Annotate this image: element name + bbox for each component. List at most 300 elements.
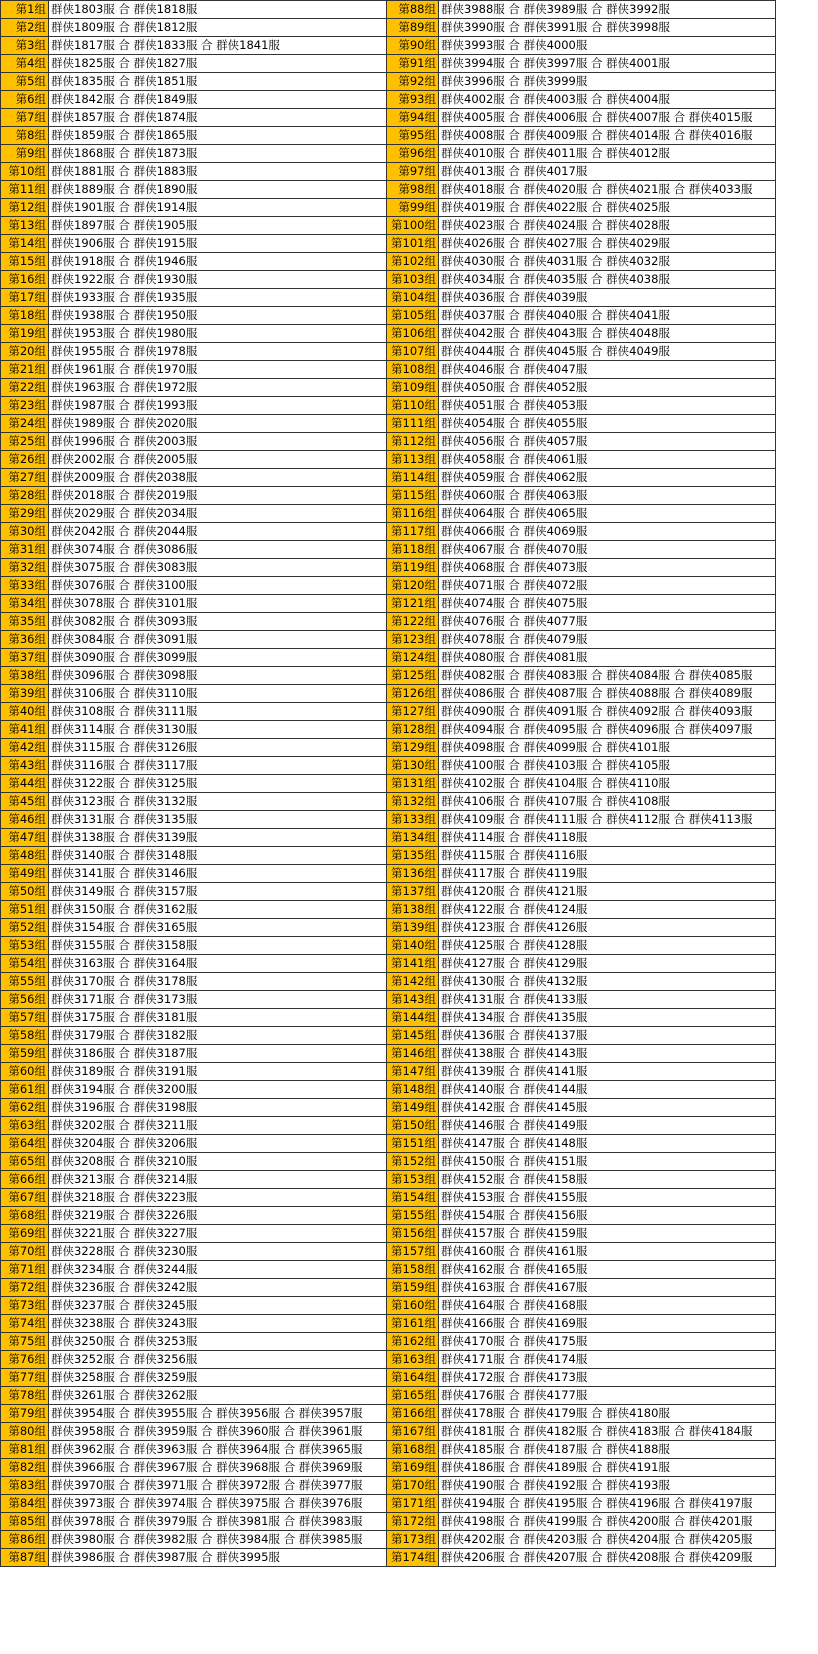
server-list-cell: 群侠4019服 合 群侠4022服 合 群侠4025服 xyxy=(439,199,776,217)
server-list-cell: 群侠3114服 合 群侠3130服 xyxy=(49,721,387,739)
group-number-cell: 第156组 xyxy=(387,1225,439,1243)
group-number-cell: 第43组 xyxy=(1,757,49,775)
group-number-cell: 第114组 xyxy=(387,469,439,487)
group-number-cell: 第23组 xyxy=(1,397,49,415)
group-number-cell: 第104组 xyxy=(387,289,439,307)
server-list-cell: 群侠3116服 合 群侠3117服 xyxy=(49,757,387,775)
server-list-cell: 群侠4109服 合 群侠4111服 合 群侠4112服 合 群侠4113服 xyxy=(439,811,776,829)
server-list-cell: 群侠4181服 合 群侠4182服 合 群侠4183服 合 群侠4184服 xyxy=(439,1423,776,1441)
server-list-cell: 群侠4140服 合 群侠4144服 xyxy=(439,1081,776,1099)
group-number-cell: 第125组 xyxy=(387,667,439,685)
server-list-cell: 群侠4094服 合 群侠4095服 合 群侠4096服 合 群侠4097服 xyxy=(439,721,776,739)
server-list-cell: 群侠1963服 合 群侠1972服 xyxy=(49,379,387,397)
server-list-cell: 群侠3966服 合 群侠3967服 合 群侠3968服 合 群侠3969服 xyxy=(49,1459,387,1477)
server-list-cell: 群侠4071服 合 群侠4072服 xyxy=(439,577,776,595)
group-number-cell: 第77组 xyxy=(1,1369,49,1387)
server-list-cell: 群侠4206服 合 群侠4207服 合 群侠4208服 合 群侠4209服 xyxy=(439,1549,776,1567)
server-list-cell: 群侠4125服 合 群侠4128服 xyxy=(439,937,776,955)
group-number-cell: 第28组 xyxy=(1,487,49,505)
group-number-cell: 第132组 xyxy=(387,793,439,811)
group-number-cell: 第89组 xyxy=(387,19,439,37)
server-list-cell: 群侠3131服 合 群侠3135服 xyxy=(49,811,387,829)
group-number-cell: 第55组 xyxy=(1,973,49,991)
server-list-cell: 群侠3106服 合 群侠3110服 xyxy=(49,685,387,703)
server-list-cell: 群侠4078服 合 群侠4079服 xyxy=(439,631,776,649)
server-list-cell: 群侠1953服 合 群侠1980服 xyxy=(49,325,387,343)
group-number-cell: 第159组 xyxy=(387,1279,439,1297)
server-list-cell: 群侠4054服 合 群侠4055服 xyxy=(439,415,776,433)
group-number-cell: 第109组 xyxy=(387,379,439,397)
group-number-cell: 第135组 xyxy=(387,847,439,865)
group-number-cell: 第153组 xyxy=(387,1171,439,1189)
server-list-cell: 群侠3237服 合 群侠3245服 xyxy=(49,1297,387,1315)
server-list-cell: 群侠4008服 合 群侠4009服 合 群侠4014服 合 群侠4016服 xyxy=(439,127,776,145)
server-list-cell: 群侠4178服 合 群侠4179服 合 群侠4180服 xyxy=(439,1405,776,1423)
group-number-cell: 第3组 xyxy=(1,37,49,55)
group-number-cell: 第102组 xyxy=(387,253,439,271)
group-number-cell: 第50组 xyxy=(1,883,49,901)
group-number-cell: 第161组 xyxy=(387,1315,439,1333)
server-list-cell: 群侠4120服 合 群侠4121服 xyxy=(439,883,776,901)
server-list-cell: 群侠2018服 合 群侠2019服 xyxy=(49,487,387,505)
server-list-cell: 群侠4131服 合 群侠4133服 xyxy=(439,991,776,1009)
group-number-cell: 第112组 xyxy=(387,433,439,451)
server-list-cell: 群侠3993服 合 群侠4000服 xyxy=(439,37,776,55)
group-number-cell: 第148组 xyxy=(387,1081,439,1099)
server-list-cell: 群侠4171服 合 群侠4174服 xyxy=(439,1351,776,1369)
group-number-cell: 第12组 xyxy=(1,199,49,217)
group-number-cell: 第26组 xyxy=(1,451,49,469)
server-list-cell: 群侠3140服 合 群侠3148服 xyxy=(49,847,387,865)
server-list-cell: 群侠4051服 合 群侠4053服 xyxy=(439,397,776,415)
server-list-cell: 群侠4098服 合 群侠4099服 合 群侠4101服 xyxy=(439,739,776,757)
server-list-cell: 群侠3261服 合 群侠3262服 xyxy=(49,1387,387,1405)
server-list-cell: 群侠2029服 合 群侠2034服 xyxy=(49,505,387,523)
group-number-cell: 第40组 xyxy=(1,703,49,721)
group-number-cell: 第78组 xyxy=(1,1387,49,1405)
server-list-cell: 群侠4115服 合 群侠4116服 xyxy=(439,847,776,865)
group-number-cell: 第64组 xyxy=(1,1135,49,1153)
group-number-cell: 第79组 xyxy=(1,1405,49,1423)
group-number-cell: 第149组 xyxy=(387,1099,439,1117)
group-number-cell: 第169组 xyxy=(387,1459,439,1477)
group-number-cell: 第15组 xyxy=(1,253,49,271)
server-list-cell: 群侠2002服 合 群侠2005服 xyxy=(49,451,387,469)
server-list-cell: 群侠1835服 合 群侠1851服 xyxy=(49,73,387,91)
server-list-cell: 群侠4142服 合 群侠4145服 xyxy=(439,1099,776,1117)
server-list-cell: 群侠3078服 合 群侠3101服 xyxy=(49,595,387,613)
group-number-cell: 第117组 xyxy=(387,523,439,541)
server-list-cell: 群侠1803服 合 群侠1818服 xyxy=(49,1,387,19)
server-list-cell: 群侠4050服 合 群侠4052服 xyxy=(439,379,776,397)
group-number-cell: 第7组 xyxy=(1,109,49,127)
group-number-cell: 第115组 xyxy=(387,487,439,505)
group-number-cell: 第147组 xyxy=(387,1063,439,1081)
group-number-cell: 第87组 xyxy=(1,1549,49,1567)
server-list-cell: 群侠4037服 合 群侠4040服 合 群侠4041服 xyxy=(439,307,776,325)
group-number-cell: 第6组 xyxy=(1,91,49,109)
server-list-cell: 群侠3075服 合 群侠3083服 xyxy=(49,559,387,577)
server-list-cell: 群侠4002服 合 群侠4003服 合 群侠4004服 xyxy=(439,91,776,109)
group-number-cell: 第53组 xyxy=(1,937,49,955)
group-number-cell: 第86组 xyxy=(1,1531,49,1549)
server-list-cell: 群侠3996服 合 群侠3999服 xyxy=(439,73,776,91)
group-number-cell: 第152组 xyxy=(387,1153,439,1171)
server-list-cell: 群侠4136服 合 群侠4137服 xyxy=(439,1027,776,1045)
group-number-cell: 第145组 xyxy=(387,1027,439,1045)
server-list-cell: 群侠4160服 合 群侠4161服 xyxy=(439,1243,776,1261)
group-number-cell: 第16组 xyxy=(1,271,49,289)
group-number-cell: 第1组 xyxy=(1,1,49,19)
group-number-cell: 第93组 xyxy=(387,91,439,109)
server-list-cell: 群侠3204服 合 群侠3206服 xyxy=(49,1135,387,1153)
server-list-cell: 群侠1817服 合 群侠1833服 合 群侠1841服 xyxy=(49,37,387,55)
server-list-cell: 群侠4147服 合 群侠4148服 xyxy=(439,1135,776,1153)
group-number-cell: 第11组 xyxy=(1,181,49,199)
server-list-cell: 群侠3218服 合 群侠3223服 xyxy=(49,1189,387,1207)
group-number-cell: 第65组 xyxy=(1,1153,49,1171)
group-number-cell: 第41组 xyxy=(1,721,49,739)
server-list-cell: 群侠4080服 合 群侠4081服 xyxy=(439,649,776,667)
server-list-cell: 群侠4176服 合 群侠4177服 xyxy=(439,1387,776,1405)
server-list-cell: 群侠4152服 合 群侠4158服 xyxy=(439,1171,776,1189)
server-list-cell: 群侠3213服 合 群侠3214服 xyxy=(49,1171,387,1189)
group-number-cell: 第27组 xyxy=(1,469,49,487)
group-number-cell: 第85组 xyxy=(1,1513,49,1531)
server-list-cell: 群侠3154服 合 群侠3165服 xyxy=(49,919,387,937)
server-list-cell: 群侠4059服 合 群侠4062服 xyxy=(439,469,776,487)
server-list-cell: 群侠3962服 合 群侠3963服 合 群侠3964服 合 群侠3965服 xyxy=(49,1441,387,1459)
server-list-cell: 群侠1987服 合 群侠1993服 xyxy=(49,397,387,415)
server-list-cell: 群侠4117服 合 群侠4119服 xyxy=(439,865,776,883)
group-number-cell: 第111组 xyxy=(387,415,439,433)
server-list-cell: 群侠4162服 合 群侠4165服 xyxy=(439,1261,776,1279)
group-number-cell: 第168组 xyxy=(387,1441,439,1459)
group-number-cell: 第39组 xyxy=(1,685,49,703)
group-number-cell: 第72组 xyxy=(1,1279,49,1297)
group-number-cell: 第73组 xyxy=(1,1297,49,1315)
group-number-cell: 第101组 xyxy=(387,235,439,253)
group-number-cell: 第37组 xyxy=(1,649,49,667)
server-list-cell: 群侠4198服 合 群侠4199服 合 群侠4200服 合 群侠4201服 xyxy=(439,1513,776,1531)
server-list-cell: 群侠3990服 合 群侠3991服 合 群侠3998服 xyxy=(439,19,776,37)
group-number-cell: 第155组 xyxy=(387,1207,439,1225)
server-list-cell: 群侠2042服 合 群侠2044服 xyxy=(49,523,387,541)
server-list-cell: 群侠3252服 合 群侠3256服 xyxy=(49,1351,387,1369)
server-list-cell: 群侠3163服 合 群侠3164服 xyxy=(49,955,387,973)
group-number-cell: 第82组 xyxy=(1,1459,49,1477)
server-list-cell: 群侠4018服 合 群侠4020服 合 群侠4021服 合 群侠4033服 xyxy=(439,181,776,199)
group-number-cell: 第9组 xyxy=(1,145,49,163)
server-list-cell: 群侠1825服 合 群侠1827服 xyxy=(49,55,387,73)
server-list-cell: 群侠4066服 合 群侠4069服 xyxy=(439,523,776,541)
server-list-cell: 群侠4114服 合 群侠4118服 xyxy=(439,829,776,847)
group-number-cell: 第142组 xyxy=(387,973,439,991)
server-list-cell: 群侠3978服 合 群侠3979服 合 群侠3981服 合 群侠3983服 xyxy=(49,1513,387,1531)
server-list-cell: 群侠4082服 合 群侠4083服 合 群侠4084服 合 群侠4085服 xyxy=(439,667,776,685)
group-number-cell: 第67组 xyxy=(1,1189,49,1207)
group-number-cell: 第138组 xyxy=(387,901,439,919)
group-number-cell: 第99组 xyxy=(387,199,439,217)
group-number-cell: 第98组 xyxy=(387,181,439,199)
group-number-cell: 第57组 xyxy=(1,1009,49,1027)
group-number-cell: 第10组 xyxy=(1,163,49,181)
group-number-cell: 第33组 xyxy=(1,577,49,595)
group-number-cell: 第69组 xyxy=(1,1225,49,1243)
group-number-cell: 第136组 xyxy=(387,865,439,883)
group-number-cell: 第68组 xyxy=(1,1207,49,1225)
server-list-cell: 群侠4170服 合 群侠4175服 xyxy=(439,1333,776,1351)
group-number-cell: 第105组 xyxy=(387,307,439,325)
group-number-cell: 第80组 xyxy=(1,1423,49,1441)
group-number-cell: 第144组 xyxy=(387,1009,439,1027)
server-list-cell: 群侠4023服 合 群侠4024服 合 群侠4028服 xyxy=(439,217,776,235)
group-number-cell: 第61组 xyxy=(1,1081,49,1099)
group-number-cell: 第150组 xyxy=(387,1117,439,1135)
server-list-cell: 群侠4060服 合 群侠4063服 xyxy=(439,487,776,505)
group-number-cell: 第171组 xyxy=(387,1495,439,1513)
server-list-cell: 群侠4185服 合 群侠4187服 合 群侠4188服 xyxy=(439,1441,776,1459)
group-number-cell: 第60组 xyxy=(1,1063,49,1081)
group-number-cell: 第22组 xyxy=(1,379,49,397)
server-list-cell: 群侠3122服 合 群侠3125服 xyxy=(49,775,387,793)
group-number-cell: 第24组 xyxy=(1,415,49,433)
server-list-cell: 群侠1938服 合 群侠1950服 xyxy=(49,307,387,325)
server-list-cell: 群侠3202服 合 群侠3211服 xyxy=(49,1117,387,1135)
group-number-cell: 第119组 xyxy=(387,559,439,577)
group-number-cell: 第120组 xyxy=(387,577,439,595)
server-list-cell: 群侠4013服 合 群侠4017服 xyxy=(439,163,776,181)
server-list-cell: 群侠4058服 合 群侠4061服 xyxy=(439,451,776,469)
group-number-cell: 第51组 xyxy=(1,901,49,919)
group-number-cell: 第140组 xyxy=(387,937,439,955)
group-number-cell: 第128组 xyxy=(387,721,439,739)
group-number-cell: 第42组 xyxy=(1,739,49,757)
server-list-cell: 群侠3236服 合 群侠3242服 xyxy=(49,1279,387,1297)
server-list-cell: 群侠4157服 合 群侠4159服 xyxy=(439,1225,776,1243)
server-list-cell: 群侠4042服 合 群侠4043服 合 群侠4048服 xyxy=(439,325,776,343)
group-number-cell: 第90组 xyxy=(387,37,439,55)
group-number-cell: 第71组 xyxy=(1,1261,49,1279)
group-number-cell: 第165组 xyxy=(387,1387,439,1405)
group-number-cell: 第118组 xyxy=(387,541,439,559)
group-number-cell: 第157组 xyxy=(387,1243,439,1261)
server-list-cell: 群侠4100服 合 群侠4103服 合 群侠4105服 xyxy=(439,757,776,775)
server-list-cell: 群侠4123服 合 群侠4126服 xyxy=(439,919,776,937)
server-list-cell: 群侠4067服 合 群侠4070服 xyxy=(439,541,776,559)
group-number-cell: 第143组 xyxy=(387,991,439,1009)
group-number-cell: 第44组 xyxy=(1,775,49,793)
group-number-cell: 第5组 xyxy=(1,73,49,91)
server-list-cell: 群侠1922服 合 群侠1930服 xyxy=(49,271,387,289)
server-list-cell: 群侠3238服 合 群侠3243服 xyxy=(49,1315,387,1333)
server-list-cell: 群侠3138服 合 群侠3139服 xyxy=(49,829,387,847)
group-number-cell: 第17组 xyxy=(1,289,49,307)
group-number-cell: 第122组 xyxy=(387,613,439,631)
group-number-cell: 第110组 xyxy=(387,397,439,415)
server-list-cell: 群侠3179服 合 群侠3182服 xyxy=(49,1027,387,1045)
server-list-cell: 群侠3076服 合 群侠3100服 xyxy=(49,577,387,595)
group-number-cell: 第58组 xyxy=(1,1027,49,1045)
server-list-cell: 群侠1996服 合 群侠2003服 xyxy=(49,433,387,451)
server-list-cell: 群侠1933服 合 群侠1935服 xyxy=(49,289,387,307)
server-list-cell: 群侠3219服 合 群侠3226服 xyxy=(49,1207,387,1225)
server-list-cell: 群侠3980服 合 群侠3982服 合 群侠3984服 合 群侠3985服 xyxy=(49,1531,387,1549)
server-list-cell: 群侠1889服 合 群侠1890服 xyxy=(49,181,387,199)
server-list-cell: 群侠4172服 合 群侠4173服 xyxy=(439,1369,776,1387)
group-number-cell: 第146组 xyxy=(387,1045,439,1063)
server-list-cell: 群侠4154服 合 群侠4156服 xyxy=(439,1207,776,1225)
server-list-cell: 群侠1809服 合 群侠1812服 xyxy=(49,19,387,37)
group-number-cell: 第164组 xyxy=(387,1369,439,1387)
group-number-cell: 第31组 xyxy=(1,541,49,559)
server-list-cell: 群侠4138服 合 群侠4143服 xyxy=(439,1045,776,1063)
server-list-cell: 群侠1955服 合 群侠1978服 xyxy=(49,343,387,361)
group-number-cell: 第92组 xyxy=(387,73,439,91)
group-number-cell: 第126组 xyxy=(387,685,439,703)
group-number-cell: 第14组 xyxy=(1,235,49,253)
server-list-cell: 群侠4036服 合 群侠4039服 xyxy=(439,289,776,307)
group-number-cell: 第34组 xyxy=(1,595,49,613)
group-number-cell: 第49组 xyxy=(1,865,49,883)
server-list-cell: 群侠3973服 合 群侠3974服 合 群侠3975服 合 群侠3976服 xyxy=(49,1495,387,1513)
server-list-cell: 群侠4202服 合 群侠4203服 合 群侠4204服 合 群侠4205服 xyxy=(439,1531,776,1549)
group-number-cell: 第8组 xyxy=(1,127,49,145)
server-list-cell: 群侠4005服 合 群侠4006服 合 群侠4007服 合 群侠4015服 xyxy=(439,109,776,127)
group-number-cell: 第172组 xyxy=(387,1513,439,1531)
server-list-cell: 群侠4166服 合 群侠4169服 xyxy=(439,1315,776,1333)
group-number-cell: 第32组 xyxy=(1,559,49,577)
server-list-cell: 群侠4153服 合 群侠4155服 xyxy=(439,1189,776,1207)
server-list-cell: 群侠1842服 合 群侠1849服 xyxy=(49,91,387,109)
server-list-cell: 群侠3123服 合 群侠3132服 xyxy=(49,793,387,811)
server-list-cell: 群侠4086服 合 群侠4087服 合 群侠4088服 合 群侠4089服 xyxy=(439,685,776,703)
group-number-cell: 第74组 xyxy=(1,1315,49,1333)
server-list-cell: 群侠4026服 合 群侠4027服 合 群侠4029服 xyxy=(439,235,776,253)
server-list-cell: 群侠3196服 合 群侠3198服 xyxy=(49,1099,387,1117)
server-list-cell: 群侠3090服 合 群侠3099服 xyxy=(49,649,387,667)
group-number-cell: 第62组 xyxy=(1,1099,49,1117)
server-list-cell: 群侠4056服 合 群侠4057服 xyxy=(439,433,776,451)
server-list-cell: 群侠3155服 合 群侠3158服 xyxy=(49,937,387,955)
group-number-cell: 第95组 xyxy=(387,127,439,145)
server-list-cell: 群侠1859服 合 群侠1865服 xyxy=(49,127,387,145)
group-number-cell: 第103组 xyxy=(387,271,439,289)
group-number-cell: 第166组 xyxy=(387,1405,439,1423)
group-number-cell: 第46组 xyxy=(1,811,49,829)
group-number-cell: 第59组 xyxy=(1,1045,49,1063)
group-number-cell: 第100组 xyxy=(387,217,439,235)
server-list-cell: 群侠3994服 合 群侠3997服 合 群侠4001服 xyxy=(439,55,776,73)
server-list-cell: 群侠4064服 合 群侠4065服 xyxy=(439,505,776,523)
group-number-cell: 第30组 xyxy=(1,523,49,541)
group-number-cell: 第130组 xyxy=(387,757,439,775)
server-list-cell: 群侠4068服 合 群侠4073服 xyxy=(439,559,776,577)
group-number-cell: 第25组 xyxy=(1,433,49,451)
group-number-cell: 第141组 xyxy=(387,955,439,973)
server-list-cell: 群侠3208服 合 群侠3210服 xyxy=(49,1153,387,1171)
server-list-cell: 群侠4106服 合 群侠4107服 合 群侠4108服 xyxy=(439,793,776,811)
group-number-cell: 第107组 xyxy=(387,343,439,361)
server-list-cell: 群侠3150服 合 群侠3162服 xyxy=(49,901,387,919)
group-number-cell: 第81组 xyxy=(1,1441,49,1459)
group-number-cell: 第94组 xyxy=(387,109,439,127)
group-number-cell: 第54组 xyxy=(1,955,49,973)
server-list-cell: 群侠3954服 合 群侠3955服 合 群侠3956服 合 群侠3957服 xyxy=(49,1405,387,1423)
server-list-cell: 群侠3228服 合 群侠3230服 xyxy=(49,1243,387,1261)
group-number-cell: 第163组 xyxy=(387,1351,439,1369)
group-number-cell: 第167组 xyxy=(387,1423,439,1441)
server-list-cell: 群侠3186服 合 群侠3187服 xyxy=(49,1045,387,1063)
server-list-cell: 群侠3221服 合 群侠3227服 xyxy=(49,1225,387,1243)
server-list-cell: 群侠3141服 合 群侠3146服 xyxy=(49,865,387,883)
server-list-cell: 群侠3958服 合 群侠3959服 合 群侠3960服 合 群侠3961服 xyxy=(49,1423,387,1441)
server-list-cell: 群侠4194服 合 群侠4195服 合 群侠4196服 合 群侠4197服 xyxy=(439,1495,776,1513)
server-list-cell: 群侠4030服 合 群侠4031服 合 群侠4032服 xyxy=(439,253,776,271)
server-list-cell: 群侠3175服 合 群侠3181服 xyxy=(49,1009,387,1027)
server-list-cell: 群侠1897服 合 群侠1905服 xyxy=(49,217,387,235)
server-list-cell: 群侠4034服 合 群侠4035服 合 群侠4038服 xyxy=(439,271,776,289)
group-number-cell: 第162组 xyxy=(387,1333,439,1351)
group-number-cell: 第137组 xyxy=(387,883,439,901)
server-list-cell: 群侠3250服 合 群侠3253服 xyxy=(49,1333,387,1351)
group-number-cell: 第52组 xyxy=(1,919,49,937)
server-list-cell: 群侠1918服 合 群侠1946服 xyxy=(49,253,387,271)
server-list-cell: 群侠4130服 合 群侠4132服 xyxy=(439,973,776,991)
group-number-cell: 第2组 xyxy=(1,19,49,37)
group-number-cell: 第151组 xyxy=(387,1135,439,1153)
server-list-cell: 群侠4190服 合 群侠4192服 合 群侠4193服 xyxy=(439,1477,776,1495)
group-number-cell: 第113组 xyxy=(387,451,439,469)
group-number-cell: 第127组 xyxy=(387,703,439,721)
server-list-cell: 群侠4127服 合 群侠4129服 xyxy=(439,955,776,973)
group-number-cell: 第38组 xyxy=(1,667,49,685)
group-number-cell: 第108组 xyxy=(387,361,439,379)
server-list-cell: 群侠4186服 合 群侠4189服 合 群侠4191服 xyxy=(439,1459,776,1477)
server-list-cell: 群侠2009服 合 群侠2038服 xyxy=(49,469,387,487)
server-list-cell: 群侠3258服 合 群侠3259服 xyxy=(49,1369,387,1387)
server-list-cell: 群侠4150服 合 群侠4151服 xyxy=(439,1153,776,1171)
group-number-cell: 第21组 xyxy=(1,361,49,379)
group-number-cell: 第134组 xyxy=(387,829,439,847)
server-list-cell: 群侠3988服 合 群侠3989服 合 群侠3992服 xyxy=(439,1,776,19)
group-number-cell: 第123组 xyxy=(387,631,439,649)
group-number-cell: 第116组 xyxy=(387,505,439,523)
server-list-cell: 群侠3234服 合 群侠3244服 xyxy=(49,1261,387,1279)
server-list-cell: 群侠3074服 合 群侠3086服 xyxy=(49,541,387,559)
group-number-cell: 第56组 xyxy=(1,991,49,1009)
server-list-cell: 群侠3170服 合 群侠3178服 xyxy=(49,973,387,991)
server-list-cell: 群侠1989服 合 群侠2020服 xyxy=(49,415,387,433)
group-number-cell: 第173组 xyxy=(387,1531,439,1549)
group-number-cell: 第35组 xyxy=(1,613,49,631)
server-list-cell: 群侠3149服 合 群侠3157服 xyxy=(49,883,387,901)
server-list-cell: 群侠4074服 合 群侠4075服 xyxy=(439,595,776,613)
server-list-cell: 群侠1857服 合 群侠1874服 xyxy=(49,109,387,127)
group-number-cell: 第18组 xyxy=(1,307,49,325)
group-number-cell: 第70组 xyxy=(1,1243,49,1261)
server-list-cell: 群侠3986服 合 群侠3987服 合 群侠3995服 xyxy=(49,1549,387,1567)
group-number-cell: 第29组 xyxy=(1,505,49,523)
group-number-cell: 第63组 xyxy=(1,1117,49,1135)
server-list-cell: 群侠4090服 合 群侠4091服 合 群侠4092服 合 群侠4093服 xyxy=(439,703,776,721)
group-number-cell: 第97组 xyxy=(387,163,439,181)
server-list-cell: 群侠3084服 合 群侠3091服 xyxy=(49,631,387,649)
server-list-cell: 群侠1881服 合 群侠1883服 xyxy=(49,163,387,181)
server-list-cell: 群侠4122服 合 群侠4124服 xyxy=(439,901,776,919)
group-number-cell: 第174组 xyxy=(387,1549,439,1567)
group-number-cell: 第13组 xyxy=(1,217,49,235)
